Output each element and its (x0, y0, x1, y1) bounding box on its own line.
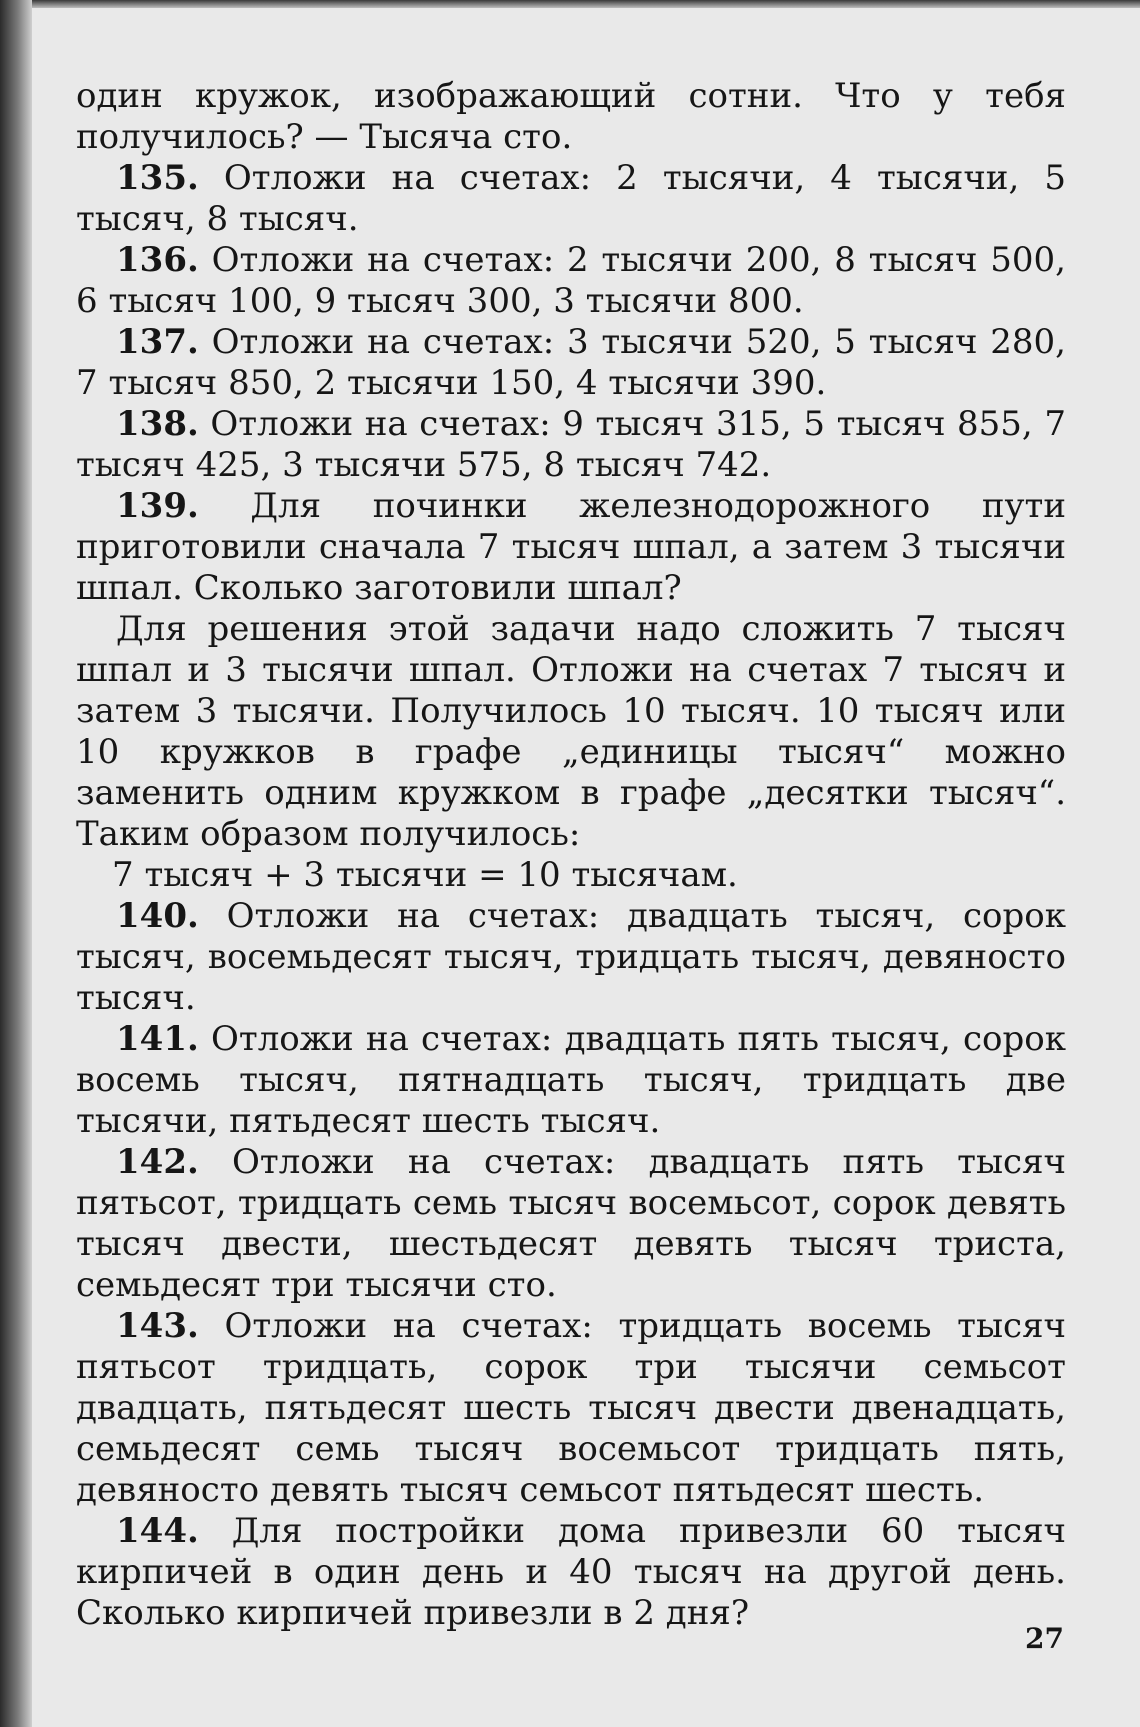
exercise-number: 143. (116, 1306, 199, 1346)
paragraph-continuation (76, 76, 1066, 158)
exercise-number: 136. (116, 240, 199, 280)
exercise-number: 135. (116, 158, 199, 198)
exercise-text: Отложи на счетах: 2 тысячи, 4 тысячи, 5 тысяч, 8 тысяч. (76, 158, 1066, 239)
exercise-140 (76, 896, 1066, 1019)
exercise-136 (76, 240, 1066, 322)
solution-explanation (76, 609, 1066, 855)
exercise-text: Отложи на счетах: двадцать тысяч, сорок тысяч, восемьдесят тысяч, тридцать тысяч, девяносто тысяч. (76, 896, 1066, 1018)
exercise-text: Отложи на счетах: 9 тысяч 315, 5 тысяч 855, 7 тысяч 425, 3 тысячи 575, 8 тысяч 742. (76, 404, 1066, 485)
exercise-137 (76, 322, 1066, 404)
exercise-text: Для починки железнодорожного пути приготовили сначала 7 тысяч шпал, а затем 3 тысячи шпал. Сколько заготовили шпал? (76, 486, 1066, 608)
exercise-text: Отложи на счетах: двадцать пять тысяч пятьсот, тридцать семь тысяч восемьсот, сорок девять тысяч двести, шестьдесят девять тысяч триста, семьдесят три тысячи сто. (76, 1142, 1066, 1305)
exercise-text: Отложи на счетах: 3 тысячи 520, 5 тысяч 280, 7 тысяч 850, 2 тысячи 150, 4 тысячи 390. (76, 322, 1066, 403)
exercise-number: 137. (116, 322, 199, 362)
exercise-number: 141. (116, 1019, 199, 1059)
paragraph-text: один кружок, изображающий сотни. Что у тебя получилось? — Тысяча сто. (76, 76, 1066, 157)
exercise-135 (76, 158, 1066, 240)
exercise-number: 138. (116, 404, 199, 444)
exercise-text: Отложи на счетах: двадцать пять тысяч, сорок восемь тысяч, пятнадцать тысяч, тридцать две тысячи, пятьдесят шесть тысяч. (76, 1019, 1066, 1141)
exercise-text: Отложи на счетах: тридцать восемь тысяч пятьсот тридцать, сорок три тысячи семьсот двадцать, пятьдесят шесть тысяч двести двенадцать, семьдесят семь тысяч восемьсот тридцать пять, девяносто девять тысяч семьсот пятьдесят шесть. (76, 1306, 1066, 1510)
page-number: 27 (1025, 1622, 1064, 1655)
exercise-139 (76, 486, 1066, 609)
paragraph-text: Для решения этой задачи надо сложить 7 тысяч шпал и 3 тысячи шпал. Отложи на счетах 7 тысяч и затем 3 тысячи. Получилось 10 тысяч. 10 тысяч или 10 кружков в графе „единицы тысяч“ можно заменить одним кружком в графе „десятки тысяч“. Таким образом получилось: (76, 609, 1066, 854)
exercise-text: Отложи на счетах: 2 тысячи 200, 8 тысяч 500, 6 тысяч 100, 9 тысяч 300, 3 тысячи 800. (76, 240, 1066, 321)
exercise-number: 140. (116, 896, 199, 936)
page-top-edge (0, 0, 1140, 8)
book-spine-shadow (0, 0, 32, 1727)
exercise-text: Для постройки дома привезли 60 тысяч кирпичей в один день и 40 тысяч на другой день. Сколько кирпичей привезли в 2 дня? (76, 1511, 1066, 1633)
exercise-number: 142. (116, 1142, 199, 1182)
exercise-142 (76, 1142, 1066, 1306)
exercise-138 (76, 404, 1066, 486)
page-text (76, 76, 1066, 1634)
exercise-144 (76, 1511, 1066, 1634)
equation: 7 тысяч + 3 тысячи = 10 тысячам. (112, 855, 738, 895)
exercise-141 (76, 1019, 1066, 1142)
exercise-number: 139. (116, 486, 199, 526)
exercise-number: 144. (116, 1511, 199, 1551)
exercise-143 (76, 1306, 1066, 1511)
